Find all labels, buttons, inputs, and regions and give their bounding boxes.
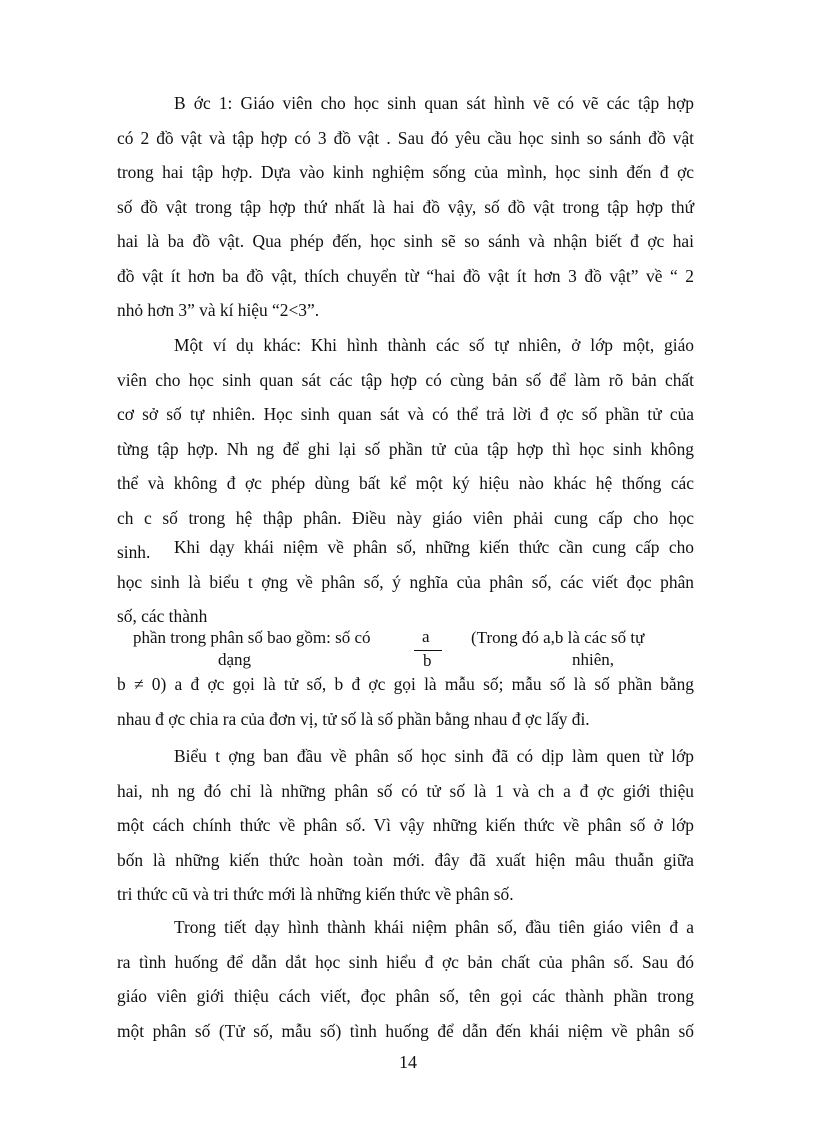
fraction-numerator: a [422, 627, 430, 646]
text-line: sinh. [117, 542, 151, 562]
text-line: trong hai tập hợp. Dựa vào kinh nghiệm sống của mình, học sinh đến đ ợc [117, 162, 694, 182]
text-line: một cách chính thức về phân số. Vì vậy những kiến thức về phân số ở lớp [117, 815, 694, 835]
text-line: Trong tiết dạy hình thành khái niệm phân số, đầu tiên giáo viên đ a [174, 917, 694, 937]
text-line: nhau đ ợc chia ra của đơn vị, tử số là số phần bằng nhau đ ợc lấy đi. [117, 708, 590, 729]
text-line: viên cho học sinh quan sát các tập hợp có cùng bản số để làm rõ bản chất [117, 369, 694, 390]
paragraph-6 [117, 910, 694, 1048]
text-line: nhỏ hơn 3” và kí hiệu “2<3”. [117, 300, 320, 320]
fraction-left-text: phần trong phân số bao gồm: số có [133, 628, 371, 647]
text-line: hai, nh ng đó chỉ là những phân số có tử số là 1 và ch a đ ợc giới thiệu [117, 780, 694, 801]
paragraph-4 [117, 667, 694, 736]
text-line: bốn là những kiến thức hoàn toàn mới. đây đã xuất hiện mâu thuẫn giữa [117, 849, 694, 870]
text-line: ch c số trong hệ thập phân. Điều này giáo viên phải cung cấp cho học [117, 507, 694, 528]
paragraph-1 [117, 86, 694, 328]
text-line: hai là ba đồ vật. Qua phép đến, học sinh sẽ so sánh và nhận biết đ ợc hai [117, 231, 694, 251]
fraction-left-text-2: dạng [218, 650, 252, 669]
text-line: ra tình huống để dẫn dắt học sinh hiểu đ ợc bản chất của phân số. Sau đó [117, 951, 694, 972]
paragraph-5 [117, 739, 694, 912]
text-line: Biểu t ợng ban đầu về phân số học sinh đã có dịp làm quen từ lớp [174, 746, 694, 766]
text-line: học sinh là biểu t ợng về phân số, ý nghĩa của phân số, các viết đọc phân [117, 571, 694, 592]
text-line: có 2 đồ vật và tập hợp có 3 đồ vật . Sau đó yêu cầu học sinh so sánh đồ vật [117, 127, 694, 148]
text-line: b ≠ 0) a đ ợc gọi là tử số, b đ ợc gọi là mẫu số; mẫu số là số phần bằng [117, 674, 694, 694]
text-line: số đồ vật trong tập hợp thứ nhất là hai đồ vậy, số đồ vật trong tập hợp thứ [117, 196, 694, 217]
text-line: từng tập hợp. Nh ng để ghi lại số phần tử của tập hợp thì học sinh không [117, 438, 694, 459]
text-line: tri thức cũ và tri thức mới là những kiến thức về phân số. [117, 884, 514, 904]
text-line: B ớc 1: Giáo viên cho học sinh quan sát hình vẽ có vẽ các tập hợp [174, 93, 694, 113]
text-line: thể và không đ ợc phép dùng bất kể một ký hiệu nào khác hệ thống các [117, 473, 694, 493]
page-number: 14 [399, 1052, 417, 1072]
text-line: số, các thành [117, 606, 208, 626]
text-line: một phân số (Tử số, mẫu số) tình huống để dẫn đến khái niệm về phân số [117, 1020, 694, 1041]
fraction-right-text: (Trong đó a,b là các số tự [471, 628, 645, 647]
text-line: giáo viên giới thiệu cách viết, đọc phân số, tên gọi các thành phần trong [117, 986, 694, 1006]
fraction-right-text-2: nhiên, [572, 650, 615, 669]
text-line: đồ vật ít hơn ba đồ vật, thích chuyển từ “hai đồ vật ít hơn 3 đồ vật” về “ 2 [117, 265, 694, 286]
text-line: Một ví dụ khác: Khi hình thành các số tự nhiên, ở lớp một, giáo [174, 335, 694, 355]
text-line: cơ sở số tự nhiên. Học sinh quan sát và có thể trả lời đ ợc số phần tử của [117, 404, 694, 424]
fraction-denominator: b [423, 651, 432, 670]
paragraph-3 [117, 530, 694, 634]
text-line: Khi dạy khái niệm về phân số, những kiến thức cần cung cấp cho [174, 537, 694, 557]
